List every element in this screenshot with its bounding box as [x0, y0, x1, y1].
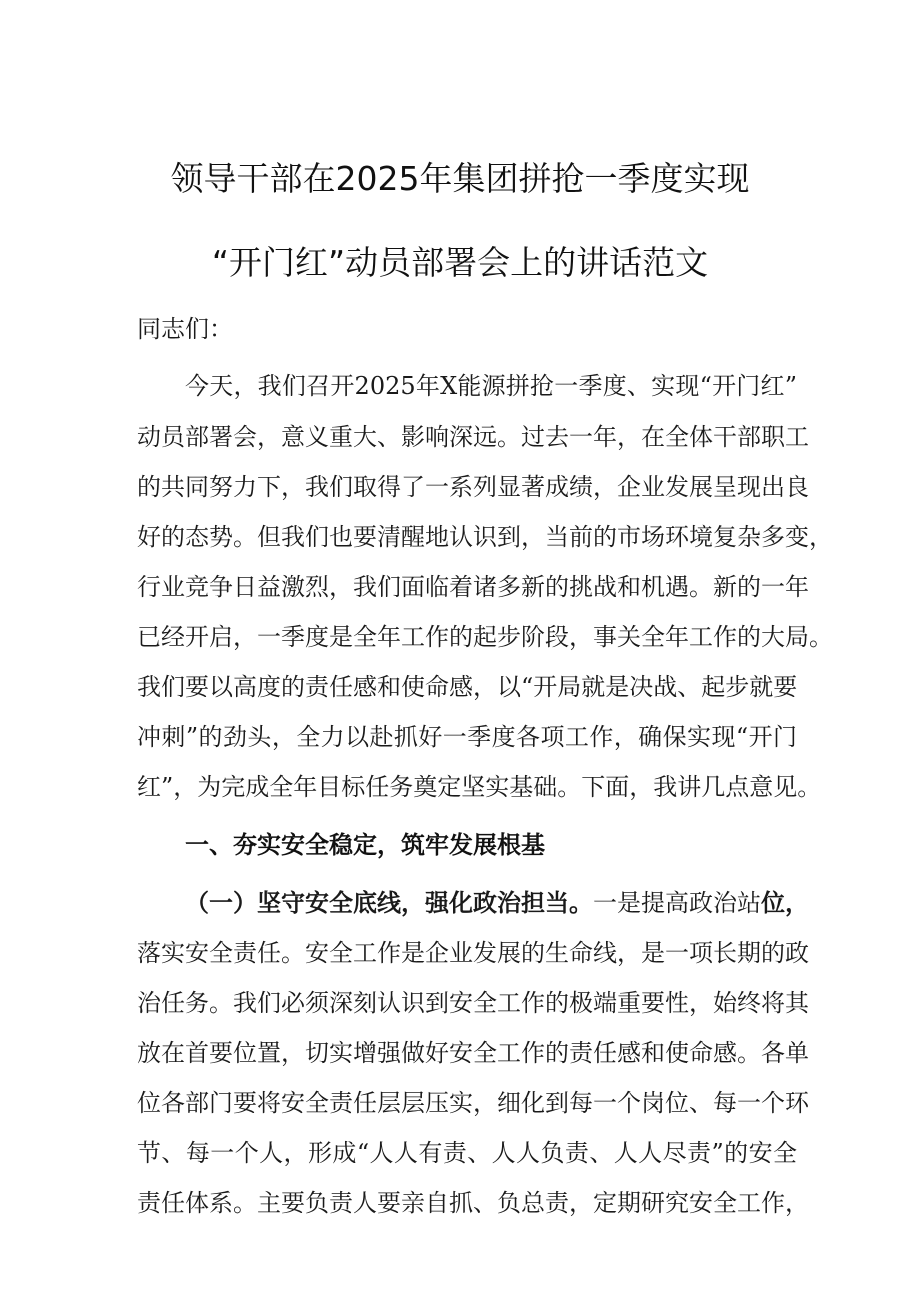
section-1-heading: 一、夯实安全稳定，筑牢发展根基: [185, 830, 545, 859]
subsection-1-first-bold-tail: 位，: [761, 888, 809, 917]
subsection-1-line: 放在首要位置，切实增强做好安全工作的责任感和使命感。各单: [137, 1039, 809, 1067]
paragraph-1-line: 好的态势。但我们也要清醒地认识到，当前的市场环境复杂多变，: [137, 523, 833, 551]
title-line-1: 领导干部在2025年集团拼抢一季度实现: [170, 159, 750, 198]
paragraph-1-line: 动员部署会，意义重大、影响深远。过去一年，在全体干部职工: [137, 423, 809, 451]
subsection-1-first-rest: 一是提高政治站: [593, 889, 761, 917]
paragraph-1-line: 红”，为完成全年目标任务奠定坚实基础。下面，我讲几点意见。: [137, 773, 822, 801]
paragraph-1-line: 我们要以高度的责任感和使命感，以“开局就是决战、起步就要: [137, 673, 798, 701]
subsection-1-bold-lead: （一）坚守安全底线，强化政治担当。: [185, 888, 593, 917]
paragraph-1-line: 的共同努力下，我们取得了一系列显著成绩，企业发展呈现出良: [137, 473, 809, 501]
salutation: 同志们：: [137, 315, 233, 343]
subsection-1-line: 责任体系。主要负责人要亲自抓、负总责，定期研究安全工作，: [137, 1189, 809, 1217]
paragraph-1-line: 已经开启，一季度是全年工作的起步阶段，事关全年工作的大局。: [137, 623, 833, 651]
paragraph-1-line: 冲刺”的劲头，全力以赴抓好一季度各项工作，确保实现“开门: [137, 723, 797, 751]
subsection-1-line: 落实安全责任。安全工作是企业发展的生命线，是一项长期的政: [137, 939, 809, 967]
subsection-1-line: 治任务。我们必须深刻认识到安全工作的极端重要性，始终将其: [137, 989, 809, 1017]
title-line-2: “开门红”动员部署会上的讲话范文: [211, 243, 709, 282]
paragraph-1-line: 行业竞争日益激烈，我们面临着诸多新的挑战和机遇。新的一年: [137, 573, 809, 601]
subsection-1-line: 节、每一个人，形成“人人有责、人人负责、人人尽责”的安全: [137, 1139, 797, 1167]
subsection-1-line: 位各部门要将安全责任层层压实，细化到每一个岗位、每一个环: [137, 1089, 809, 1117]
paragraph-1-line: 今天，我们召开2025年X能源拼抢一季度、实现“开门红”: [185, 372, 797, 400]
subsection-1-first-line: [185, 888, 809, 918]
